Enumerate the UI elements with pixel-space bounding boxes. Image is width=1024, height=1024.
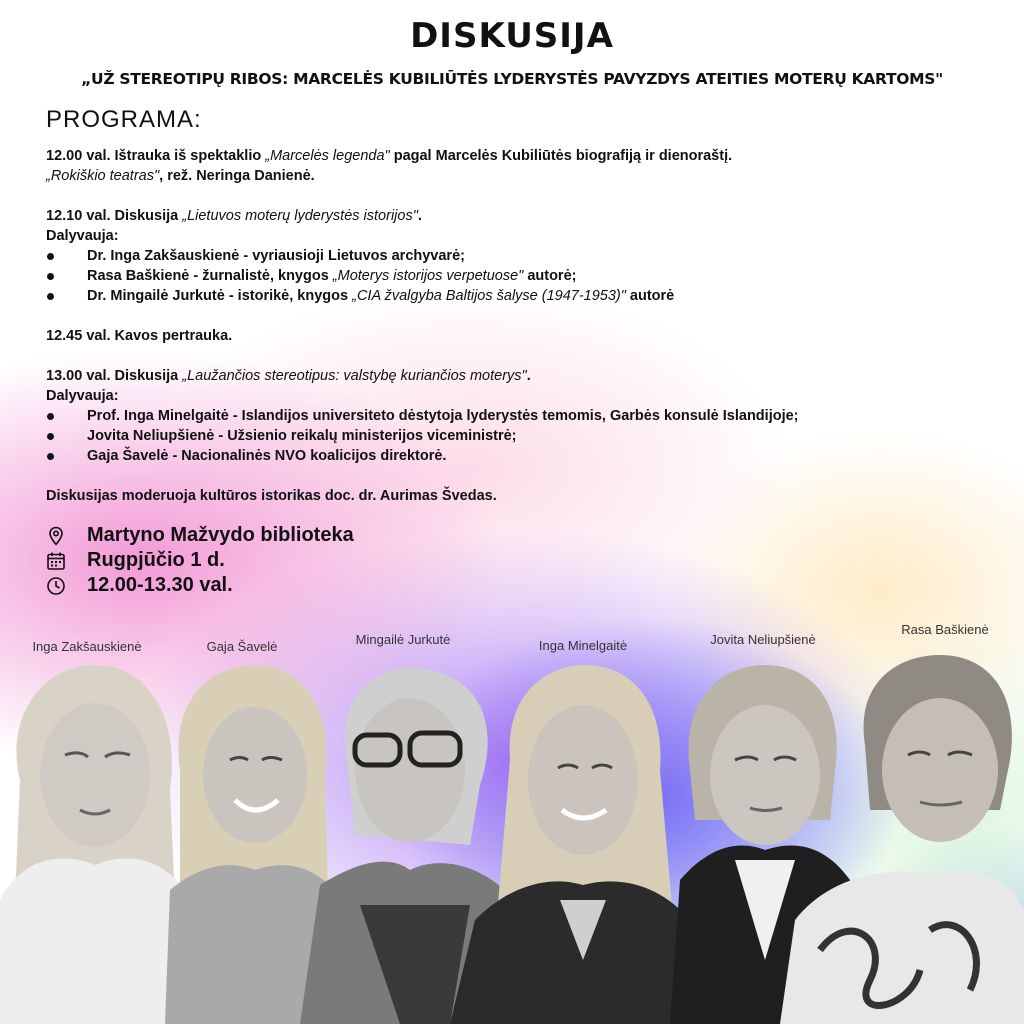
speaker-name-label: Inga Minelgaitė <box>538 638 628 653</box>
program-heading: PROGRAMA: <box>46 106 202 133</box>
speaker-photo <box>780 650 1024 1024</box>
location-pin-icon <box>46 526 66 546</box>
speaker-name-label: Gaja Šavelė <box>206 639 278 654</box>
location-text: Martyno Mažvydo biblioteka <box>87 524 354 546</box>
date-text: Rugpjūčio 1 d. <box>87 549 225 571</box>
participant-item: Jovita Neliupšienė - Užsienio reikalų ministerijos viceministrė; <box>46 426 1006 446</box>
participant-item: Dr. Mingailė Jurkutė - istorikė, knygos „CIA žvalgyba Baltijos šalyse (1947-1953)" autorė <box>46 286 1006 306</box>
program-item-1210: 12.10 val. Diskusija „Lietuvos moterų lyderystės istorijos". <box>46 208 422 224</box>
event-info <box>46 523 354 598</box>
clock-icon <box>46 576 66 596</box>
program-item-1200: 12.00 val. Ištrauka iš spektaklio „Marcelės legenda" pagal Marcelės Kubiliūtės biografiją ir dienoraštį. <box>46 148 733 164</box>
participant-item: Gaja Šavelė - Nacionalinės NVO koalicijos direktorė. <box>46 446 1006 466</box>
participant-item: Dr. Inga Zakšauskienė - vyriausioji Lietuvos archyvarė; <box>46 246 1006 266</box>
spacer <box>46 186 1006 206</box>
time-text: 12.00-13.30 val. <box>87 574 233 596</box>
portrait-illustration <box>780 650 1024 1024</box>
time-row <box>46 573 354 598</box>
participant-item: Prof. Inga Minelgaitė - Islandijos universiteto dėstytoja lyderystės temomis, Garbės konsulė Islandijoje; <box>46 406 1006 426</box>
spacer <box>46 466 1006 486</box>
participants-label: Dalyvauja: <box>46 228 119 244</box>
program-item-1245: 12.45 val. Kavos pertrauka. <box>46 328 233 344</box>
speaker-name-label: Mingailė Jurkutė <box>355 632 451 647</box>
speaker-name-label: Rasa Baškienė <box>901 622 989 637</box>
program-item-1300: 13.00 val. Diskusija „Laužančios stereotipus: valstybę kuriančios moterys". <box>46 368 531 384</box>
speaker-name-label: Jovita Neliupšienė <box>710 632 816 647</box>
date-row <box>46 548 354 573</box>
moderator-line: Diskusijas moderuoja kultūros istorikas doc. dr. Aurimas Švedas. <box>46 488 497 504</box>
speaker-name-label: Inga Zakšauskienė <box>32 639 142 654</box>
spacer <box>46 306 1006 326</box>
location-row <box>46 523 354 548</box>
spacer <box>46 346 1006 366</box>
participant-item: Rasa Baškienė - žurnalistė, knygos „Moterys istorijos verpetuose" autorė; <box>46 266 1006 286</box>
calendar-icon <box>46 551 66 571</box>
participants-label: Dalyvauja: <box>46 388 119 404</box>
page-title: DISKUSIJA <box>410 16 614 56</box>
program-list <box>46 146 1006 506</box>
event-subtitle: „UŽ STEREOTIPŲ RIBOS: MARCELĖS KUBILIŪTĖS LYDERYSTĖS PAVYZDYS ATEITIES MOTERŲ KARTOMS" <box>81 70 943 88</box>
program-item-1200-theatre: „Rokiškio teatras", rež. Neringa Danienė. <box>46 168 315 184</box>
